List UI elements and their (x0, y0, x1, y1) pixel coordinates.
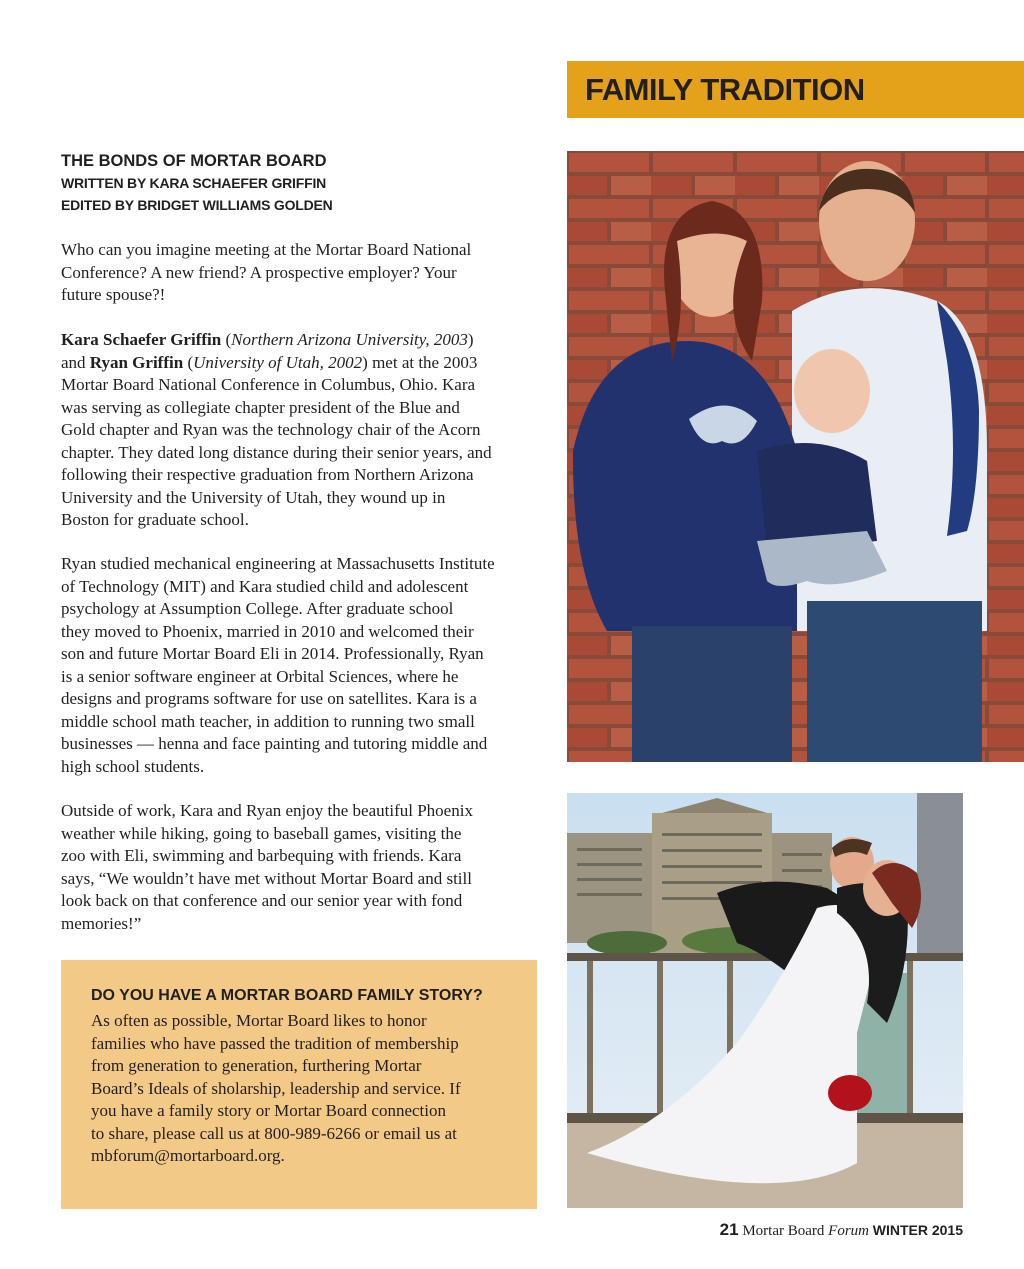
text-line: middle school math teacher, in addition to running two small (61, 711, 475, 731)
paragraph-careers (61, 553, 541, 778)
email-address[interactable]: mbforum@mortarboard.org. (91, 1146, 285, 1165)
publication-forum: Forum (828, 1223, 869, 1239)
text-line: to share, please call us at 800-989-6266 or email us at (91, 1123, 457, 1143)
article-title: THE BONDS OF MORTAR BOARD (61, 152, 327, 170)
paragraph-hobbies (61, 800, 541, 935)
text-line: designs and programs software for use on satellites. Kara is a (61, 689, 477, 708)
section-title: FAMILY TRADITION (585, 72, 865, 107)
editor-credit: EDITED BY BRIDGET WILLIAMS GOLDEN (61, 197, 333, 213)
family-photo (567, 151, 1024, 762)
text-line: Gold chapter and Ryan was the technology chair of the Acorn (61, 420, 481, 439)
text-line: Mortar Board National Conference in Columbus, Ohio. Kara (61, 375, 476, 394)
school-kara: Northern Arizona University, 2003 (231, 330, 468, 349)
page-footer (720, 1220, 963, 1240)
text-line: Board’s Ideals of sholarship, leadership and service. If (91, 1078, 461, 1098)
family-story-callout (61, 960, 537, 1209)
section-banner (567, 61, 1024, 118)
publication-name: Mortar Board (742, 1223, 825, 1239)
text-line: was serving as collegiate chapter president of the Blue and (61, 397, 460, 417)
text-line: psychology at Assumption College. After graduate school (61, 599, 454, 618)
paragraph-intro (61, 239, 541, 307)
text-line: you have a family story or Mortar Board connection (91, 1101, 447, 1120)
author-credit: WRITTEN BY KARA SCHAEFER GRIFFIN (61, 175, 327, 191)
text-line: zoo with Eli, swimming and barbequing with friends. Kara (61, 846, 462, 865)
text-line: businesses — henna and face painting and tutoring middle and (61, 734, 488, 753)
school-ryan: University of Utah, 2002 (193, 352, 363, 372)
wedding-photo (567, 793, 963, 1208)
issue-label: WINTER 2015 (872, 1222, 963, 1238)
callout-body (91, 1010, 511, 1168)
text-line: high school students. (61, 756, 205, 776)
text-line: memories!” (61, 913, 142, 933)
text-line: families who have passed the tradition of membership (91, 1033, 459, 1053)
text-line: Outside of work, Kara and Ryan enjoy the beautiful Phoenix (61, 801, 473, 820)
page-number: 21 (719, 1220, 739, 1239)
text-line: following their respective graduation from Northern Arizona (61, 465, 474, 484)
text-line: Boston for graduate school. (61, 510, 249, 529)
text-fragment: and (61, 352, 86, 372)
person-name-kara: Kara Schaefer Griffin (61, 330, 222, 349)
text-line: son and future Mortar Board Eli in 2014. Professionally, Ryan (61, 644, 484, 663)
callout-heading: DO YOU HAVE A MORTAR BOARD FAMILY STORY? (91, 987, 483, 1004)
text-line: chapter. They dated long distance during their senior years, and (61, 442, 492, 462)
text-line: of Technology (MIT) and Kara studied child and adolescent (61, 576, 469, 596)
text-line: future spouse?! (61, 285, 166, 304)
text-line: weather while hiking, going to baseball games, visiting the (61, 823, 462, 843)
text-line: and Ryan Griffin (University of Utah, 2002) met at the 2003 (61, 352, 478, 372)
text-fragment: met at the 2003 (372, 352, 478, 372)
text-line: Kara Schaefer Griffin (Northern Arizona University, 2003) (61, 330, 474, 349)
text-line: Who can you imagine meeting at the Mortar Board National (61, 240, 472, 259)
text-line: University and the University of Utah, they wound up in (61, 487, 446, 507)
text-line: is a senior software engineer at Orbital Sciences, where he (61, 666, 459, 686)
text-line: says, “We wouldn’t have met without Mortar Board and still (61, 868, 472, 888)
text-line: Conference? A new friend? A prospective employer? Your (61, 262, 457, 282)
text-line: Ryan studied mechanical engineering at Massachusetts Institute (61, 554, 495, 573)
article-byline (61, 150, 333, 216)
paragraph-meeting (61, 329, 541, 532)
text-line: from generation to generation, furthering Mortar (91, 1056, 422, 1075)
text-line: they moved to Phoenix, married in 2010 and welcomed their (61, 621, 474, 641)
text-line: look back on that conference and our senior year with fond (61, 891, 463, 910)
text-line: As often as possible, Mortar Board likes to honor (91, 1011, 427, 1030)
person-name-ryan: Ryan Griffin (89, 352, 184, 372)
